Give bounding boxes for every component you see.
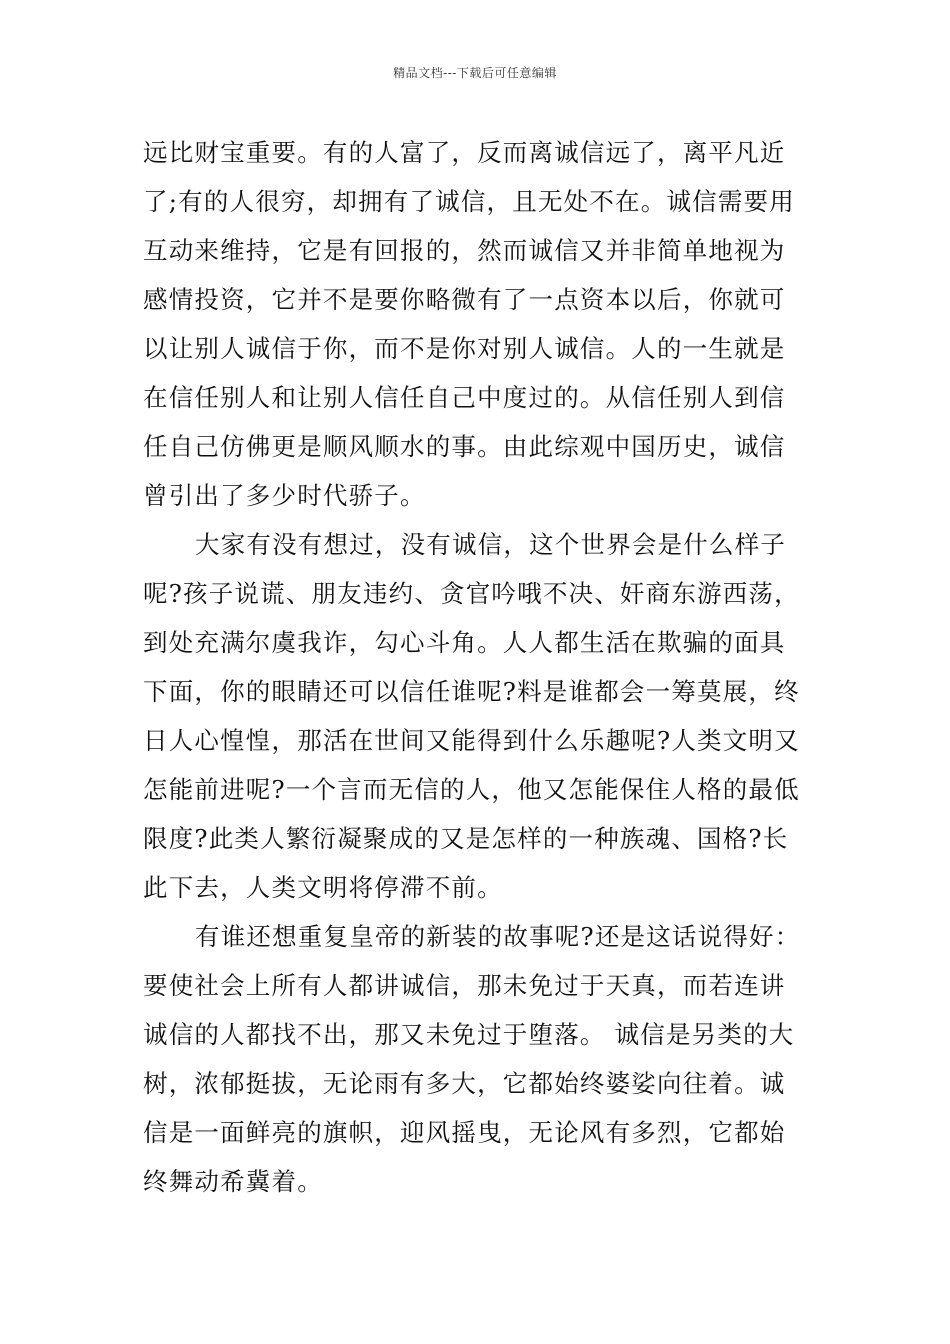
text-line: 到处充满尔虞我诈，勾心斗角。人人都生活在欺骗的面具 — [143, 628, 786, 657]
text-line: 怎能前进呢?一个言而无信的人，他又怎能保住人格的最低 — [143, 775, 800, 804]
text-line: 有谁还想重复皇帝的新装的故事呢?还是这话说得好： — [195, 922, 801, 951]
text-line: 要使社会上所有人都讲诚信，那未免过于天真，而若连讲 — [143, 971, 786, 1000]
text-line: 呢?孩子说谎、朋友违约、贪官吟哦不决、奸商东游西荡， — [143, 579, 800, 608]
text-line: 树，浓郁挺拔，无论雨有多大，它都始终婆娑向往着。诚 — [143, 1069, 786, 1098]
text-line: 下面，你的眼睛还可以信任谁呢?料是谁都会一筹莫展，终 — [143, 677, 800, 706]
text-line: 了;有的人很穷，却拥有了诚信，且无处不在。诚信需要用 — [143, 187, 795, 216]
text-line: 日人心惶惶，那活在世间又能得到什么乐趣呢?人类文明又 — [143, 726, 800, 755]
text-line: 在信任别人和让别人信任自己中度过的。从信任别人到信 — [143, 383, 786, 412]
paragraph-1 — [143, 128, 807, 520]
text-line: 诚信的人都找不出，那又未免过于堕落。 诚信是另类的大 — [143, 1020, 795, 1049]
page-header: 精品文档---下载后可任意编辑 — [393, 66, 557, 80]
text-line: 终舞动希冀着。 — [143, 1167, 323, 1196]
text-line: 此下去，人类文明将停滞不前。 — [143, 873, 503, 902]
text-line: 大家有没有想过，没有诚信，这个世界会是什么样子 — [195, 530, 787, 559]
text-line: 远比财宝重要。有的人富了，反而离诚信远了，离平凡近 — [143, 138, 786, 167]
text-line: 感情投资，它并不是要你略微有了一点资本以后，你就可 — [143, 285, 786, 314]
text-line: 限度?此类人繁衍凝聚成的又是怎样的一种族魂、国格?长 — [143, 824, 789, 853]
text-line: 曾引出了多少时代骄子。 — [143, 481, 426, 510]
paragraph-2 — [143, 520, 807, 912]
text-line: 信是一面鲜亮的旗帜，迎风摇曳，无论风有多烈，它都始 — [143, 1118, 786, 1147]
document-body — [143, 128, 807, 1206]
text-line: 以让别人诚信于你，而不是你对别人诚信。人的一生就是 — [143, 334, 786, 363]
text-line: 任自己仿佛更是顺风顺水的事。由此综观中国历史，诚信 — [143, 432, 786, 461]
paragraph-3 — [143, 912, 807, 1206]
text-line: 互动来维持，它是有回报的，然而诚信又并非简单地视为 — [143, 236, 786, 265]
